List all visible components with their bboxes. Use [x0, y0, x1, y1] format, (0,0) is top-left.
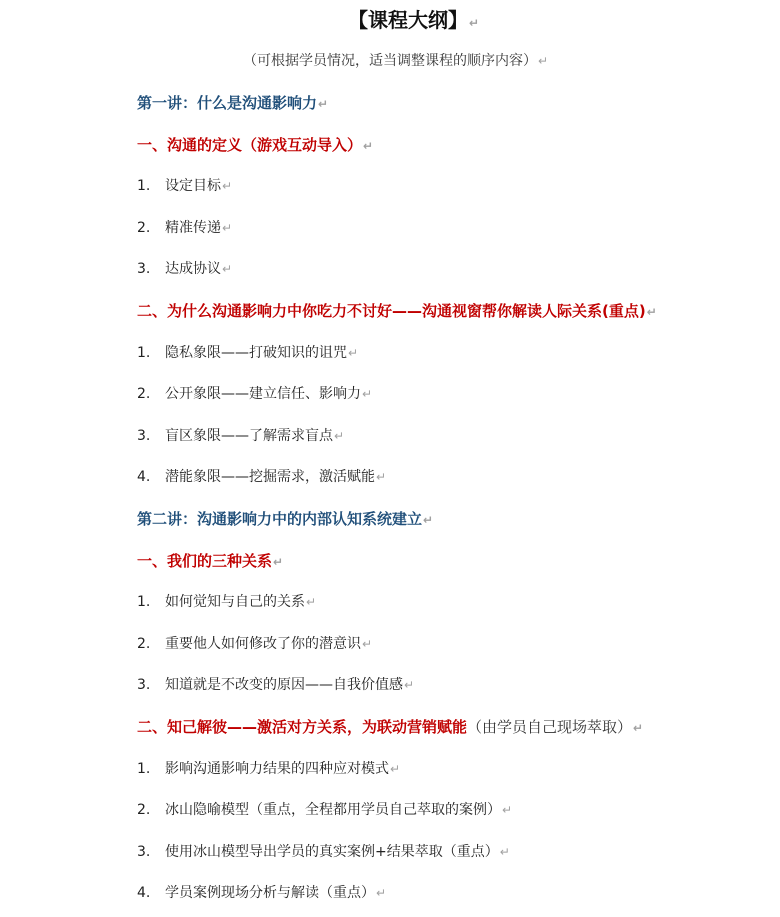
section-heading-text: 二、为什么沟通影响力中你吃力不讨好——沟通视窗帮你解读人际关系(重点) — [137, 302, 646, 320]
list-item-text: 盲区象限——了解需求盲点 — [165, 428, 333, 444]
document-subtitle-text: （可根据学员情况，适当调整课程的顺序内容） — [243, 53, 537, 69]
document-subtitle — [243, 50, 548, 72]
document-title — [348, 7, 479, 33]
paragraph-mark-icon: ↵ — [306, 595, 317, 609]
list-item — [137, 175, 232, 197]
list-item-text: 影响沟通影响力结果的四种应对模式 — [165, 761, 389, 777]
list-item-text: 设定目标 — [165, 178, 221, 194]
list-item-number: 3. — [137, 261, 151, 277]
list-item-number: 3. — [137, 428, 151, 444]
paragraph-mark-icon: ↵ — [376, 886, 387, 900]
list-item — [137, 217, 232, 239]
list-item — [137, 799, 512, 821]
list-item-number: 3. — [137, 677, 151, 693]
list-item-number: 2. — [137, 220, 151, 236]
list-item — [137, 258, 232, 280]
paragraph-mark-icon: ↵ — [222, 262, 233, 276]
list-item-number: 2. — [137, 802, 151, 818]
list-item — [137, 425, 344, 447]
section-heading — [137, 300, 657, 322]
lecture-heading-text: 第二讲：沟通影响力中的内部认知系统建立 — [137, 510, 423, 528]
list-item-text: 公开象限——建立信任、影响力 — [165, 386, 361, 402]
list-item — [137, 591, 316, 613]
paragraph-mark-icon: ↵ — [499, 845, 510, 859]
section-heading-text: 一、沟通的定义（游戏互动导入） — [137, 136, 363, 154]
list-item-number: 2. — [137, 636, 151, 652]
list-item-text: 冰山隐喻模型（重点，全程都用学员自己萃取的案例） — [165, 802, 501, 818]
lecture-heading-text: 第一讲：什么是沟通影响力 — [137, 94, 318, 112]
list-item-text: 隐私象限——打破知识的诅咒 — [165, 345, 347, 361]
paragraph-mark-icon: ↵ — [404, 678, 415, 692]
lecture-heading — [137, 92, 328, 114]
list-item — [137, 383, 372, 405]
section-note: （由学员自己现场萃取） — [467, 718, 633, 736]
paragraph-mark-icon: ↵ — [390, 762, 401, 776]
list-item-number: 2. — [137, 386, 151, 402]
paragraph-mark-icon: ↵ — [334, 429, 345, 443]
list-item-text: 知道就是不改变的原因——自我价值感 — [165, 677, 403, 693]
section-heading — [137, 550, 283, 572]
paragraph-mark-icon: ↵ — [376, 470, 387, 484]
list-item — [137, 342, 358, 364]
paragraph-mark-icon: ↵ — [362, 387, 373, 401]
section-heading — [137, 716, 643, 738]
section-heading-text: 一、我们的三种关系 — [137, 552, 273, 570]
paragraph-mark-icon: ↵ — [222, 221, 233, 235]
list-item-text: 使用冰山模型导出学员的真实案例+结果萃取（重点） — [165, 844, 499, 860]
paragraph-mark-icon: ↵ — [363, 139, 374, 153]
list-item-text: 重要他人如何修改了你的潜意识 — [165, 636, 361, 652]
list-item-number: 4. — [137, 469, 151, 485]
list-item-number: 1. — [137, 761, 151, 777]
section-heading — [137, 134, 373, 156]
paragraph-mark-icon: ↵ — [469, 16, 480, 30]
paragraph-mark-icon: ↵ — [318, 97, 329, 111]
paragraph-mark-icon: ↵ — [633, 721, 644, 735]
list-item-number: 1. — [137, 178, 151, 194]
list-item — [137, 841, 510, 863]
list-item-text: 学员案例现场分析与解读（重点） — [165, 885, 375, 901]
list-item-number: 3. — [137, 844, 151, 860]
list-item-number: 1. — [137, 594, 151, 610]
paragraph-mark-icon: ↵ — [348, 346, 359, 360]
document-title-text: 【课程大纲】 — [348, 8, 468, 32]
paragraph-mark-icon: ↵ — [273, 555, 284, 569]
list-item — [137, 466, 386, 488]
lecture-heading — [137, 508, 433, 530]
paragraph-mark-icon: ↵ — [423, 513, 434, 527]
list-item-text: 如何觉知与自己的关系 — [165, 594, 305, 610]
list-item — [137, 633, 372, 655]
list-item — [137, 674, 414, 696]
list-item-text: 精准传递 — [165, 220, 221, 236]
list-item-number: 4. — [137, 885, 151, 901]
paragraph-mark-icon: ↵ — [222, 179, 233, 193]
paragraph-mark-icon: ↵ — [502, 803, 513, 817]
section-heading-text: 二、知己解彼——激活对方关系，为联动营销赋能 — [137, 718, 468, 736]
paragraph-mark-icon: ↵ — [362, 637, 373, 651]
paragraph-mark-icon: ↵ — [538, 54, 549, 68]
list-item-text: 潜能象限——挖掘需求，激活赋能 — [165, 469, 375, 485]
list-item-text: 达成协议 — [165, 261, 221, 277]
list-item — [137, 882, 386, 904]
list-item-number: 1. — [137, 345, 151, 361]
paragraph-mark-icon: ↵ — [646, 305, 657, 319]
list-item — [137, 758, 400, 780]
